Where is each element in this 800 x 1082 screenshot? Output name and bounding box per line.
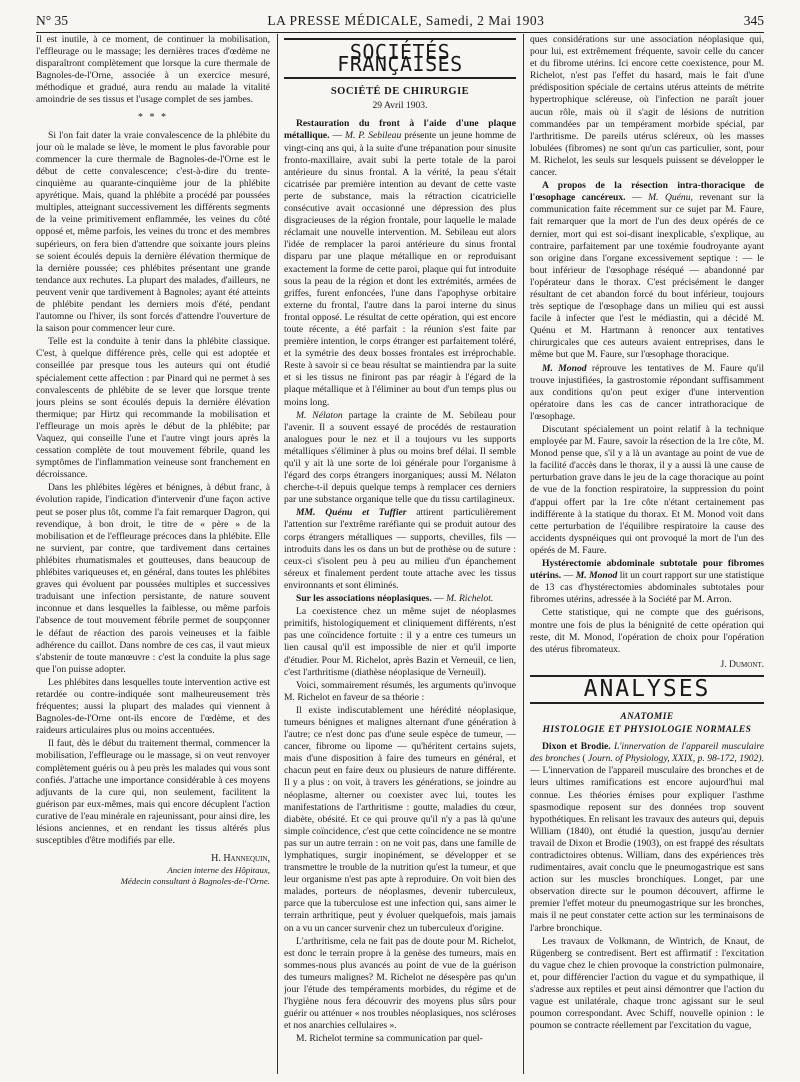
reference-title: L'innervation de l'appareil musculaire des bronches	[530, 741, 764, 765]
article-title: Sur les associations néoplasiques.	[296, 593, 432, 605]
paragraph	[530, 363, 764, 423]
paragraph: Discutant spécialement un point relatif à la technique employée par M. Faure, savoir la résection de la 1re côte, M. Monod pense que, s'il y a là un avantage au point de vue de la facilité d'accès dans le thorax, il y a aussi là une cause de perturbation grave dans le jeu de la cage thoracique au point de vue de la fonction respiratoire, la suppression du point d'appui offert par la 1re côte n'étant certainement pas indifférente à la statique du thorax. Et M. Monod voit dans cette perturbation de l'équilibre respiratoire la cause des accidents dyspnéiques qui ont provoqué la mort de l'un des opérés de M. Faure.	[530, 424, 764, 556]
author-title: Ancien interne des Hôpitaux,	[167, 865, 270, 876]
paragraph: Cette statistique, qui ne compte que des guérisons, montre une fois de plus la bénignité de cette opération qui reste, dit M. Monod, l'opération de choix pour l'opération des utérus fibromateux.	[530, 607, 764, 655]
article-author: M. Richelot.	[446, 593, 494, 605]
paragraph: La coexistence chez un même sujet de néoplasmes primitifs, histologiquement et cliniquement différents, n'est pas une coïncidence fortuite : il y a entre ces tumeurs un lien causal qu'il est impossible de nier et qu'il importe d'étudier. Pour M. Richelot, après Bazin et Verneuil, ce lien, c'est l'arthritisme (diathèse néoplasique de Verneuil).	[284, 606, 516, 678]
paragraph: M. Richelot termine sa communication par quel-	[296, 1033, 483, 1045]
column-rule	[523, 34, 524, 1074]
analysis-text: — L'innervation de l'appareil musculaire des bronches et de leurs ultimes ramifications est encore aujourd'hui mal connue. Les théories émises pour expliquer l'asthme spasmodique reposent sur des données trop souvent hypothétiques. En relisant les travaux des auteurs qui, depuis William (1840), ont étudié la question, jusqu'au dernier travail de Dixon et Brodie (1903), on est frappé des résultats contradictoires obtenus. William, dans des expériences très rudimentaires, avait conclu que le pneumogastrique est sans action sur les muscles bronchiques. Longet, par une observation directe sur le poumon découvert, affirme le premier l'effet moteur du pneumogastrique sur les bronches, mais il ne peut constater cette action sur les terminaisons de l'arbre bronchique.	[530, 765, 764, 934]
subject-heading: ANATOMIE	[620, 711, 674, 722]
analyses-title: ANALYSES	[530, 675, 764, 704]
author-affiliation: Médecin consultant à Bagnoles-de-l'Orne.	[120, 875, 270, 886]
speaker: MM. Quénu et Tuffier	[296, 507, 407, 519]
speaker: M. Nélaton	[296, 409, 343, 421]
article-text: , revenant sur la communication faite récemment sur ce sujet par M. Faure, fait remarquer que la mort de l'un des deux opérés de ce dernier, mort qui est soi-disant inexplicable, s'explique, au contraire, parfaitement par une toxémie foudroyante ayant son origine dans l'organe excessivement septique : — le bout inférieur de l'œsophage réséqué — abandonné par l'opérateur dans le thorax. C'est précisément le danger résultant de cet abandon forcé du bout inférieur, toujours très septique de l'œsophage dans un milieu qui est aussi facile à infecter que l'est le médiastin, qui a décidé M. Quénu et M. Hartmann à renoncer aux tentatives chirurgicales que ces auteurs avaient entreprises, dans le même but que M. Faure, sur l'œsophage thoracique.	[530, 192, 764, 361]
paragraph: Voici, sommairement résumés, les arguments qu'invoque M. Richelot en faveur de sa théorie :	[284, 679, 516, 703]
paragraph: Telle est la conduite à tenir dans la phlébite classique. C'est, à quelque différence près, celle qui est adoptée et conseillée par presque tous les auteurs qui ont étudié spécialement cette affection : par Pinard qui ne permet à ses convalescents de phlébite de se lever que lorsque trente jours pleins se sont écoulés depuis la dernière élévation thermique; par Hirtz qui recommande la mobilisation et l'effleurage un mois après le début de la phlébite; par Vaquez, qui conseille l'une et l'autre vingt jours après la cessation complète de tout mouvement fébrile, quand les symptômes de l'inflammation veineuse sont franchement en décroissance.	[36, 336, 270, 481]
paragraph: Il existe indiscutablement une hérédité néoplasique, tumeurs bénignes et malignes alternant d'une génération à l'autre; ce n'est donc pas d'une seule espèce de tumeur, — cancer, fibrome ou lipome — qu'héritent certains sujets, mais d'une disposition à faire des tumeurs en général, et chacun peut en faire deux ou plusieurs de nature différente. Il y a plus : on voit, à travers les générations, se joindre au néoplasme, alterner ou coexister avec lui, toutes les manifestations de l'arthritisme : goutte, maladies du cœur, diabète, obésité. Et ce qui prouve qu'il n'y a pas là qu'une simple coïncidence, c'est que cette coïncidence ne se montre pas sur un autre terrain : on ne voit pas, dans une famille de lymphatiques, surgir inopinément, se développer et se transmettre le trouble de la nutrition qu'est la tumeur, et que leur organisme n'est pas apte à reproduire. On voit bien des malades, porteurs de néoplasmes, devenir tuberculeux, parce que la tuberculose est une infection qui, sans aimer le terrain arthritique, peut y évoluer quelquefois, mais jamais on a vu un cancer survenir chez un tuberculeux d'origine.	[284, 704, 516, 934]
page-number: 345	[743, 13, 764, 28]
section-stars: * * *	[138, 111, 168, 123]
paragraph: Les phlébites dans lesquelles toute intervention active est retardée ou contre-indiquée sont malheureusement très fréquentes; aussi la plupart des malades qui viennent à Bagnoles-de-l'Orne ont-ils encore de l'œdème, et des raideurs articulaires plus ou moins accentuées.	[36, 676, 270, 737]
column-3	[530, 34, 764, 1074]
reference-authors: Dixon et Brodie.	[542, 741, 611, 753]
section-title: SOCIÉTÉS FRANÇAISES	[284, 38, 516, 79]
author-signature: H. Hannequin,	[211, 853, 270, 865]
paragraph	[284, 410, 516, 507]
article: A propos de la résection intra-thoracique de l'œsophage cancéreux. — M. Quénu, revenant sur la communication faite récemment sur ce sujet par M. Faure, fait remarquer que la mort de l'un des deux opérés de ce dernier, mort qui est soi-disant inexplicable, s'explique, au contraire, parfaitement par une toxémie foudroyante ayant son origine dans l'organe excessivement septique : — le bout inférieur de l'œsophage réséqué — abandonné par l'opérateur dans le thorax. C'est précisément le danger résultant de cet abandon forcé du bout inférieur, toujours très septique de l'œsophage dans un milieu qui est aussi facile à infecter que l'est le médiastin, qui a décidé M. Quénu et M. Hartmann à renoncer aux tentatives chirurgicales que ces auteurs avaient entreprises, dans le même but que M. Faure, sur l'œsophage thoracique.	[530, 180, 764, 361]
column-1	[36, 34, 270, 1074]
session-date: 29 Avril 1903.	[372, 100, 428, 112]
paragraph: Il faut, dès le début du traitement thermal, commencer la mobilisation, l'effleurage ou le massage, si on veut renvoyer complètement guéris ou à peu près les malades qui vous sont confiés. J'attache une importance considérable à ces moyens adjuvants de la cure qui, non seulement, facilitent la guérison par eux-mêmes, mais qui encore décuplent l'action curative de l'eau minérale en rajeunissant, pour ainsi dire, les lésions anciennes, et en rendant les tissus altérés plus susceptibles d'être modifiés par elle.	[36, 738, 270, 847]
speaker: M. Monod	[542, 362, 587, 374]
paragraph: Les travaux de Volkmann, de Wintrich, de Knaut, de Rügenberg se contredisent. Bert est affirmatif : l'excitation du vague chez le chien provoque la constriction pulmonaire, et, pour différencier l'action du vague et du sympathique, il s'adresse aux reptiles et peut ainsi démontrer que l'action du vague est unilatérale, chaque tronc agissant sur le seul poumon correspondant. Avec Schiff, nouvelle opinion : le poumon se contracte réellement par l'excitation du vague,	[530, 935, 764, 1032]
paragraph-text: partage la crainte de M. Sebileau pour l'avenir. Il a souvent essayé de procédés de restauration analogues pour le nez et il a toujours vu les supports métalliques s'éliminer à plus ou moins bref délai. Il semble qu'il y ait là une sorte de loi générale pour l'organisme à l'égard des corps étrangers inorganiques; aussi M. Nélaton cherche-t-il depuis quelque temps à remplacer ces derniers par une substance organique telle que du tissu cartilagineux.	[284, 409, 516, 506]
society-heading: SOCIÉTÉ DE CHIRURGIE	[330, 86, 470, 98]
article-text: lit un court rapport sur une statistique de 13 cas d'hystérectomies abdominales subtotales pour fibromes utérins, adressée à la Société par M. Arron.	[530, 570, 764, 606]
subject-subheading: HISTOLOGIE ET PHYSIOLOGIE NORMALES	[542, 725, 752, 736]
article-author: M. Monod	[575, 570, 618, 582]
article-text: présente un jeune homme de vingt-cinq ans qui, à la suite d'une trépanation pour sinusite fronto-maxillaire, avait subi la perte totale de la paroi antérieure du sinus frontal. A la vérité, la peau s'était cicatrisée par première intention au devant de cette vaste perte de substance, mais la rétraction cicatricielle consécutive avait occasionné une dépression des plus disgracieuses de la région frontale, pour laquelle le malade réclamait une nouvelle intervention. M. Sebileau eut alors l'idée de remplacer la paroi antérieure du sinus frontal disparu par une plaque métallique en or reproduisant exactement la forme de cette paroi, plaque qui fut introduite sous la peau de la région et dont les extrémités, armées de griffes, furent enfoncées, l'une dans l'apophyse orbitaire externe du frontal, l'autre dans la paroi interne du sinus frontal opposé. Le résultat de cette opération, qui est encore toute récente, a été parfait : la réunion s'est faite par première intention, le corps étranger est parfaitement toléré, et la symétrie des deux bosses frontales est irréprochable. Reste à savoir si ce beau résultat se maintiendra par la suite et si les tissus ne finiront pas par réagir à l'égard de la plaque métallique et à l'éliminer au bout d'un temps plus ou moins long.	[284, 130, 516, 408]
article: Hystérectomie abdominale subtotale pour fibromes utérins. — M. Monod lit un court rapport sur une statistique de 13 cas d'hystérectomies abdominales subtotales pour fibromes utérins, adressée à la Société par M. Arron.	[530, 558, 764, 606]
article: Sur les associations néoplasiques. — M. Richelot.	[296, 593, 494, 605]
paragraph: Dans les phlébites légères et bénignes, à début franc, à évolution rapide, l'indication d'intervenir d'une façon active peut se poser plus tôt, comme l'a fait remarquer Dagron, qui revendique, à bon droit, le titre de « père » de la mobilisation et de l'effleurage précoces dans la phlébite. Elle ne survient, par contre, que tardivement dans certaines phlébites rhumatismales et goutteuses, dans beaucoup de phlébites variqueuses et, en général, dans toutes les phlébites graves qui évoluent par poussées multiples et successives traduisant une infection persistante, de nature souvent inconnue et dans lesquelles la faiblesse, ou même parfois l'absence de tout mouvement fébrile permet de soupçonner le défaut de réaction des parois veineuses et la faible adhérence du caillot. Dans nombre de ces cas, il vaut mieux s'abstenir de toute manœuvre : c'est la conduite la plus sage que l'on puisse adopter.	[36, 482, 270, 675]
column-2	[284, 34, 516, 1074]
reference-journal: Journ. of Physiology, XXIX, p. 98-172, 1902).	[585, 753, 764, 765]
article-title: Hystérectomie abdominale subtotale pour fibromes utérins.	[530, 558, 764, 582]
paragraph: Il est inutile, à ce moment, de continuer la mobilisation, l'effleurage ou le massage; les dernières traces d'œdème ne disparaîtront complètement que lorsque la cure thermale de Bagnoles-de-l'Orne, associée à un exercice mesuré, méthodique et gradué, aura rendu au malade la vitalité amoindrie de ses tissus et l'usage complet de ses jambes.	[36, 34, 270, 106]
article-author: M. Quénu	[648, 192, 691, 204]
page-header	[36, 10, 764, 33]
article: Restauration du front à l'aide d'une plaque métallique. — M. P. Sebileau présente un jeune homme de vingt-cinq ans qui, à la suite d'une trépanation pour sinusite fronto-maxillaire, avait subi la perte totale de la paroi antérieure du sinus frontal. A la vérité, la peau s'était cicatrisée par première intention au devant de cette vaste perte de substance, mais la rétraction cicatricielle consécutive avait occasionné une dépression des plus disgracieuses de la région frontale, pour laquelle le malade réclamait une nouvelle intervention. M. Sebileau eut alors l'idée de remplacer la paroi antérieure du sinus frontal disparu par une plaque métallique en or reproduisant exactement la forme de cette paroi, plaque qui fut introduite sous la peau de la région et dont les extrémités, armées de griffes, furent enfoncées, l'une dans l'apophyse orbitaire externe du frontal, l'autre dans la paroi interne du sinus frontal opposé. Le résultat de cette opération, qui est encore toute récente, a été parfait : la réunion s'est faite par première intention, le corps étranger est parfaitement toléré, et la symétrie des deux bosses frontales est irréprochable. Reste à savoir si ce beau résultat se maintiendra par la suite et si les tissus ne finiront pas par réagir à l'égard de la plaque métallique et à l'éliminer au bout d'un temps plus ou moins long.	[284, 118, 516, 408]
column-rule	[277, 34, 278, 1074]
paragraph-text: attirent particulièrement l'attention sur l'extrême raréfiante qui se produit autour des corps étrangers métalliques — supports, chevilles, fils — introduits dans les os dans un but de prothèse ou de suture : ceux-ci s'isolent peu à peu au milieu d'un épanchement séreux et finalement perdent toute attache avec les tissus environnants et sont éliminés.	[284, 507, 516, 591]
article-title: A propos de la résection intra-thoracique de l'œsophage cancéreux.	[530, 180, 764, 204]
paragraph: L'arthritisme, cela ne fait pas de doute pour M. Richelot, est donc le terrain propre à la genèse des tumeurs, mais en sommes-nous plus avancés au point de vue de la guérison des tumeurs malignes? M. Richelot ne désespère pas qu'un jour l'étude des tempéraments morbides, du régime et de l'hygiène nous fera découvrir des moyens plus sûrs pour guérir ou atténuer « nos troubles néoplasiques, nos scléroses et nos anarchies cellulaires ».	[284, 935, 516, 1032]
paragraph-text: réprouve les tentatives de M. Faure qu'il trouve injustifiées, la gastrostomie répondant suffisamment aux conditions qu'on peut exiger d'une intervention opératoire dans les cas de cancer intrathoracique de l'œsophage.	[530, 362, 764, 422]
analysis-entry: Dixon et Brodie. L'innervation de l'appareil musculaire des bronches ( Journ. of Physiology, XXIX, p. 98-172, 1902). — L'innervation de l'appareil musculaire des bronches et de leurs ultimes ramifications est encore aujourd'hui mal connue. Les théories émises pour expliquer l'asthme spasmodique reposent sur des données trop souvent hypothétiques. En relisant les travaux des auteurs qui, depuis William (1840), ont étudié la question, jusqu'au dernier travail de Dixon et Brodie (1903), on est frappé des résultats contradictoires obtenus. William, dans des expériences très rudimentaires, avait conclu que le pneumogastrique est sans action sur les muscles bronchiques. Longet, par une observation directe sur le poumon découvert, affirme le premier l'effet moteur du pneumogastrique sur les bronches, mais il ne peut constater cette action sur les terminaisons de l'arbre bronchique.	[530, 741, 764, 934]
report-signature: J. Dumont.	[720, 658, 764, 670]
paragraph	[284, 507, 516, 592]
paragraph: Si l'on fait dater la vraie convalescence de la phlébite du jour où le malade se lève, le moment le plus favorable pour commencer la cure thermale de Bagnoles-de-l'Orne est le début de cette convalescence; c'est-à-dire du trente-cinquième au quarante-cinquième jour de la phlébite apyrétique. Mais, quand la phlébite a procédé par poussées multiples, atteignant successivement les différents segments de la veine primitivement enflammée, les veines du côté opposé et, même parfois, les veines du tronc et des membres supérieurs, on fera bien d'attendre que soixante jours pleins se soient écoulés depuis la dernière élévation thermique de la dernière poussée; ces phlébites présentant une grande tendance aux rechutes. La plupart des malades, d'ailleurs, ne peuvent venir que tardivement à Bagnoles; ayant été atteints de phlébite pendant les derniers mois d'été, pendant l'automne ou l'hiver, ils sont forcés d'attendre l'ouverture de la saison pour commencer leur cure.	[36, 129, 270, 335]
masthead-title: LA PRESSE MÉDICALE, Samedi, 2 Mai 1903	[267, 13, 545, 28]
issue-number: N° 35	[36, 13, 69, 28]
article-author: M. P. Sebileau	[345, 130, 402, 142]
article-title: Restauration du front à l'aide d'une plaque métallique.	[284, 118, 516, 142]
paragraph: ques considérations sur une association néoplasique qui, pour lui, est extrêmement fréquente, savoir celle du cancer et du fibrome utérins. Ici encore cette coexistence, pour M. Richelot, n'est pas l'effet du hasard, mais le fait d'une prédisposition spéciale de certains utérus atteints de métrite hypertrophique scléreuse, où l'infection ne paraît jouer aucun rôle, mais où il s'agit de lésions de nutrition commandées par un tempérament morbide spécial, par l'arthritisme. De pareils utérus scléreux, où les masses lobulées (fibromes) ne sont qu'un cas particulier, sont, pour M. Richelot, les seuls sur lesquels puissent se développer le cancer.	[530, 34, 764, 179]
